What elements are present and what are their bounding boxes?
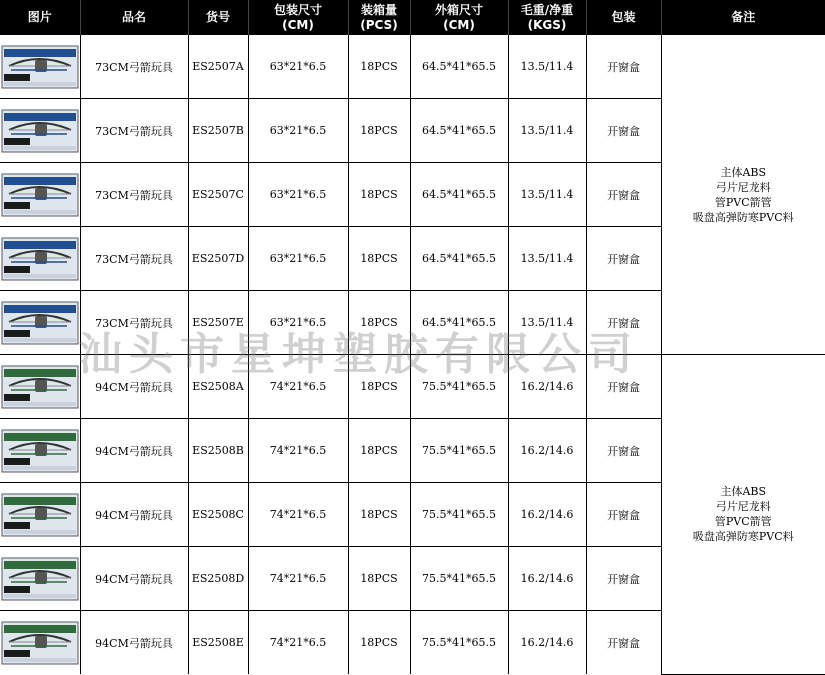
pack-size-cell: 63*21*6.5: [248, 163, 348, 227]
item-no-cell: ES2507E: [188, 291, 248, 355]
product-name-cell: 94CM弓箭玩具: [80, 547, 188, 611]
product-box-image: [1, 106, 79, 156]
header-name: 品名: [80, 0, 188, 35]
carton-size-cell: 75.5*41*65.5: [410, 547, 508, 611]
remark-line: 主体ABS: [662, 484, 825, 499]
product-name-cell: 73CM弓箭玩具: [80, 163, 188, 227]
product-name-cell: 94CM弓箭玩具: [80, 419, 188, 483]
item-no-cell: ES2508B: [188, 419, 248, 483]
product-box-image: [1, 490, 79, 540]
product-box-image: [1, 426, 79, 476]
carton-size-cell: 64.5*41*65.5: [410, 99, 508, 163]
carton-size-cell: 64.5*41*65.5: [410, 163, 508, 227]
product-name-cell: 73CM弓箭玩具: [80, 291, 188, 355]
product-name-cell: 73CM弓箭玩具: [80, 99, 188, 163]
product-box-image: [1, 234, 79, 284]
product-image-cell: [0, 35, 80, 99]
header-packing: 包装: [586, 0, 661, 35]
item-no-cell: ES2507B: [188, 99, 248, 163]
pack-size-cell: 74*21*6.5: [248, 483, 348, 547]
product-name-cell: 94CM弓箭玩具: [80, 355, 188, 419]
product-box-image: [1, 618, 79, 668]
pack-size-cell: 63*21*6.5: [248, 227, 348, 291]
product-name-cell: 73CM弓箭玩具: [80, 227, 188, 291]
qty-cell: 18PCS: [348, 163, 410, 227]
pack-size-cell: 74*21*6.5: [248, 611, 348, 675]
table-row: [0, 35, 825, 99]
item-no-cell: ES2508C: [188, 483, 248, 547]
header-carton-size: 外箱尺寸 (CM): [410, 0, 508, 35]
packing-cell: 开窗盒: [586, 227, 661, 291]
item-no-cell: ES2508A: [188, 355, 248, 419]
remark-cell: [661, 355, 825, 675]
header-item-no: 货号: [188, 0, 248, 35]
pack-size-cell: 63*21*6.5: [248, 291, 348, 355]
header-image: 图片: [0, 0, 80, 35]
weight-cell: 16.2/14.6: [508, 547, 586, 611]
product-image-cell: [0, 227, 80, 291]
pack-size-cell: 74*21*6.5: [248, 355, 348, 419]
pack-size-cell: 74*21*6.5: [248, 547, 348, 611]
carton-size-cell: 64.5*41*65.5: [410, 291, 508, 355]
packing-cell: 开窗盒: [586, 291, 661, 355]
qty-cell: 18PCS: [348, 355, 410, 419]
product-image-cell: [0, 163, 80, 227]
carton-size-cell: 75.5*41*65.5: [410, 355, 508, 419]
product-name-cell: 94CM弓箭玩具: [80, 483, 188, 547]
carton-size-cell: 75.5*41*65.5: [410, 611, 508, 675]
carton-size-cell: 64.5*41*65.5: [410, 35, 508, 99]
weight-cell: 16.2/14.6: [508, 419, 586, 483]
company-watermark: 汕头市星坤塑胶有限公司: [78, 318, 639, 382]
packing-cell: 开窗盒: [586, 419, 661, 483]
product-name-cell: 94CM弓箭玩具: [80, 611, 188, 675]
qty-cell: 18PCS: [348, 483, 410, 547]
packing-cell: 开窗盒: [586, 611, 661, 675]
product-box-image: [1, 362, 79, 412]
weight-cell: 13.5/11.4: [508, 35, 586, 99]
product-image-cell: [0, 547, 80, 611]
remark-line: 主体ABS: [662, 165, 825, 180]
header-pack-size: 包装尺寸 (CM): [248, 0, 348, 35]
qty-cell: 18PCS: [348, 547, 410, 611]
remark-line: 吸盘高弹防寒PVC料: [662, 210, 825, 225]
product-image-cell: [0, 291, 80, 355]
qty-cell: 18PCS: [348, 35, 410, 99]
remark-line: 管PVC箭管: [662, 514, 825, 529]
item-no-cell: ES2507A: [188, 35, 248, 99]
product-box-image: [1, 42, 79, 92]
product-image-cell: [0, 419, 80, 483]
header-remark: 备注: [661, 0, 825, 35]
item-no-cell: ES2508E: [188, 611, 248, 675]
table-header-row: [0, 0, 825, 35]
product-box-image: [1, 170, 79, 220]
product-box-image: [1, 298, 79, 348]
qty-cell: 18PCS: [348, 227, 410, 291]
weight-cell: 16.2/14.6: [508, 483, 586, 547]
packing-cell: 开窗盒: [586, 483, 661, 547]
packing-cell: 开窗盒: [586, 99, 661, 163]
qty-cell: 18PCS: [348, 611, 410, 675]
remark-line: 管PVC箭管: [662, 195, 825, 210]
remark-cell: [661, 35, 825, 355]
packing-cell: 开窗盒: [586, 163, 661, 227]
qty-cell: 18PCS: [348, 291, 410, 355]
weight-cell: 13.5/11.4: [508, 99, 586, 163]
product-box-image: [1, 554, 79, 604]
weight-cell: 16.2/14.6: [508, 355, 586, 419]
pack-size-cell: 74*21*6.5: [248, 419, 348, 483]
carton-size-cell: 75.5*41*65.5: [410, 419, 508, 483]
weight-cell: 13.5/11.4: [508, 163, 586, 227]
product-name-cell: 73CM弓箭玩具: [80, 35, 188, 99]
product-image-cell: [0, 355, 80, 419]
item-no-cell: ES2507C: [188, 163, 248, 227]
carton-size-cell: 64.5*41*65.5: [410, 227, 508, 291]
pack-size-cell: 63*21*6.5: [248, 35, 348, 99]
item-no-cell: ES2507D: [188, 227, 248, 291]
weight-cell: 16.2/14.6: [508, 611, 586, 675]
table-row: [0, 355, 825, 419]
carton-size-cell: 75.5*41*65.5: [410, 483, 508, 547]
qty-cell: 18PCS: [348, 419, 410, 483]
header-weight: 毛重/净重 (KGS): [508, 0, 586, 35]
product-image-cell: [0, 611, 80, 675]
remark-line: 吸盘高弹防寒PVC料: [662, 529, 825, 544]
packing-cell: 开窗盒: [586, 35, 661, 99]
packing-cell: 开窗盒: [586, 547, 661, 611]
remark-line: 弓片尼龙料: [662, 180, 825, 195]
product-image-cell: [0, 483, 80, 547]
qty-cell: 18PCS: [348, 99, 410, 163]
remark-line: 弓片尼龙料: [662, 499, 825, 514]
header-qty: 装箱量 (PCS): [348, 0, 410, 35]
packing-cell: 开窗盒: [586, 355, 661, 419]
pack-size-cell: 63*21*6.5: [248, 99, 348, 163]
item-no-cell: ES2508D: [188, 547, 248, 611]
weight-cell: 13.5/11.4: [508, 291, 586, 355]
product-image-cell: [0, 99, 80, 163]
weight-cell: 13.5/11.4: [508, 227, 586, 291]
